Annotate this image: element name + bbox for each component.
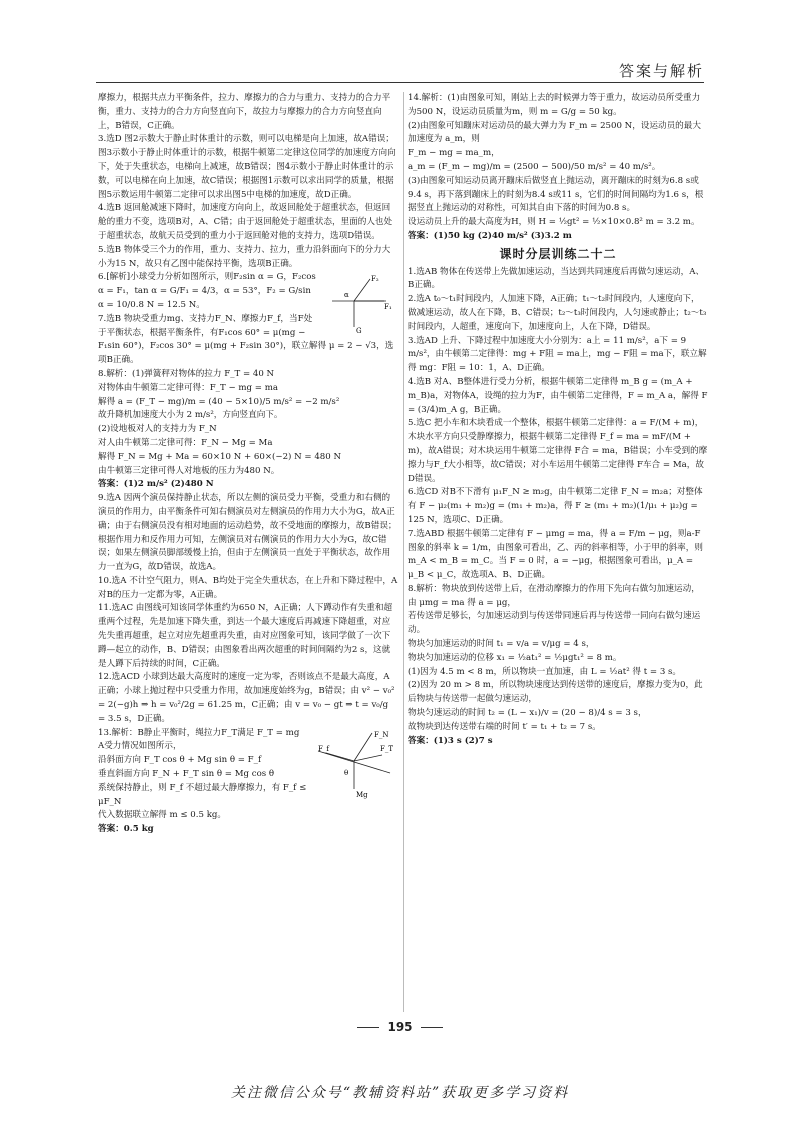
answer-item: 4.选B 对A、B整体进行受力分析，根据牛顿第二定律得 m_B g = (m_A + m_B)a，对物体A，设绳的拉力为F，由牛顿第二定律得，F = m_A a，解得 F = (3/4)m_A g，B正确。 (408, 376, 708, 415)
answer-line: (2)设地板对人的支持力为 F_N (98, 424, 217, 435)
header-title: 答案与解析 (618, 62, 704, 80)
column-divider (403, 92, 404, 1012)
answer-line: F_m − mg = ma_m， (408, 148, 500, 159)
left-column (98, 92, 398, 1012)
label-theta: θ (344, 768, 349, 777)
answer-final: 答案：(1)3 s (2)7 s (408, 735, 493, 746)
answer-item: 摩擦力，根据共点力平衡条件，拉力、摩擦力的合力与重力、支持力的合力平衡，重力、支持力的合力方向竖直向下，故拉力与摩擦力的合力方向竖直向上，B错误，C正确。 (98, 93, 391, 131)
answer-item: 9.选A 因两个演员保持静止状态，所以左侧的演员受力平衡，受重力和右侧的演员的作用力，由平衡条件可知右侧演员对左侧演员的作用力大小为G，故A正确；由于右侧演员没有相对地面的运动趋势，故不受地面的摩擦力，故B错误；根据作用力和反作用力可知，左侧演员对右侧演员的作用力大小为G，故C错误；如果左侧演员脚部缓慢上抬，但由于左侧演员一直处于平衡状态，故作用力一直为G，故D错误，故选A。 (98, 493, 397, 573)
page-number (0, 1020, 800, 1034)
section-title: 课时分层训练二十二 (499, 246, 617, 261)
label-ff: F_f (318, 744, 329, 753)
answer-item: 4.选B 返回舱减速下降时，加速度方向向上，故返回舱处于超重状态，但返回舱的重力不变，选项B对，A、C错；由于返回舱处于超重状态，里面的人也处于超重状态，故航天员受到的重力小于返回舱对他的支持力，选项D错误。 (98, 203, 393, 241)
footer-note: 关注微信公众号“教辅资料站”获取更多学习资料 (230, 1085, 570, 1101)
label-f2: F₂ (371, 275, 379, 284)
answer-item: 7.选ABD 根据牛顿第二定律有 F − μmg = ma，得 a = F/m − μg，则a-F图象的斜率 k = 1/m，由图象可看出，乙、丙的斜率相等，小于甲的斜率，则 m_A < m_B = m_C。当 F = 0 时，a = −μg，根据图象可看出，μ_A = μ_B < μ_C，故选项A、B、D正确。 (408, 528, 703, 581)
right-column (408, 92, 708, 1012)
answer-line: 垂直斜面方向 F_N + F_T sin θ = Mg cos θ (98, 769, 275, 780)
answer-item: 10.选A 不计空气阻力，则A、B均处于完全失重状态，在上升和下降过程中，A对B的压力一定都为零，A正确。 (98, 575, 398, 600)
answer-line: (3)由图象可知运动员离开蹦床后做竖直上抛运动，离开蹦床的时刻为6.8 s或9.4 s，再下落到蹦床上的时刻为8.4 s或11 s，它们的时间间隔均为1.6 s，根据竖直上抛运动的对称性，可知其自由下落的时间为0.8 s。 (408, 175, 704, 214)
answer-line: 对人由牛顿第二定律可得：F_N − Mg = Ma (98, 437, 273, 448)
answer-line: A受力情况如图所示， (98, 741, 182, 752)
answer-line: 物块匀速运动的时间 t₂ = (L − x₁)/v = (20 − 8)/4 s = 3 s， (408, 708, 647, 719)
answer-item: 8.解析：物块放到传送带上后，在滑动摩擦力的作用下先向右做匀加速运动，由 μmg = ma 得 a = μg， (408, 583, 700, 608)
answer-item-13 (98, 727, 398, 837)
answer-final: 答案：0.5 kg (98, 824, 154, 835)
answer-item: 2.选A t₀～t₁时间段内，人加速下降，A正确；t₁～t₂时间段内，人速度向下，做减速运动，故人在下降，B、C错误；t₂～t₃时间段内，人匀速或静止；t₂～t₃时间段内，人超重，速度向下，加速度向上，人在下降，D错误。 (408, 294, 707, 332)
answer-item: 11.选AC 由图线可知该同学体重约为650 N，A正确；人下蹲动作有失重和超重两个过程，先是加速下降失重，到达一个最大速度后再减速下降超重，对应先失重再超重，起立对应先超重再失重，由对应图象可知，该同学做了一次下蹲—起立的动作，B、D错误；由图象看出两次超重的时间间隔约为2 s，这就是人蹲下后持续的时间，C正确。 (98, 603, 393, 669)
answer-line: 物块匀加速运动的时间 t₁ = v/a = v/μg = 4 s， (408, 639, 595, 650)
answer-item: 5.选C 把小车和木块看成一个整体，根据牛顿第二定律得：a = F/(M + m)，木块水平方向只受静摩擦力，根据牛顿第二定律得 F_f = ma = mF/(M + m)，故A错误；对木块运用牛顿第二定律得 F合 = ma，B错误；小车受到的摩擦力与F_f大小相等，故C错误；对小车运用牛顿第二定律得 F车合 = Ma，故D错误。 (408, 418, 708, 484)
answer-line: 代入数据联立解得 m ≤ 0.5 kg。 (98, 810, 226, 821)
answer-line: 由牛顿第三定律可得人对地板的压力为480 N。 (98, 465, 280, 476)
answer-line: 物块匀加速运动的位移 x₁ = ½at₁² = ½μgt₁² = 8 m。 (408, 652, 622, 663)
answer-line: 对物体由牛顿第二定律可得：F_T − mg = ma (98, 382, 278, 393)
page-number-dash-right (421, 1027, 443, 1028)
answer-text: 6.[解析]小球受力分析如图所示，则F₂sin α = G，F₂cos α = F₁，tan α = G/F₁ = 4/3，α = 53°，F₂ = G/sin α = 10/0.8 N = 12.5 N。 (98, 272, 316, 310)
answer-item: 12.选ACD 小球到达最大高度时的速度一定为零，否则该点不是最大高度，A正确；小球上抛过程中只受重力作用，故加速度始终为g，B错误；由 v² − v₀² = 2(−g)h ⇒ h = v₀²/2g = 61.25 m，C正确；由 v = v₀ − gt ⇒ t = v₀/g = 3.5 s，D正确。 (98, 672, 395, 724)
answer-line: 设运动员上升的最大高度为H，则 H = ½gt² = ½×10×0.8² m = 3.2 m。 (408, 217, 700, 228)
label-alpha: α (344, 291, 349, 300)
answer-line: 解得 a = (F_T − mg)/m = (40 − 5×10)/5 m/s² = −2 m/s² (98, 396, 340, 407)
answer-item: 3.选AD 上升、下降过程中加速度大小分别为：a上 = 11 m/s²，a下 = 9 m/s²，由牛顿第二定律得：mg + F阻 = ma上，mg − F阻 = ma下，联立解得 mg：F阻 = 10：1，A、D正确。 (408, 335, 707, 374)
label-g: G (356, 327, 362, 336)
answer-item: 3.选D 图2示数大于静止时体重计的示数，则可以电梯是向上加速，故A错误；图3示数小于静止时体重计的示数，根据牛顿第二定律这位同学的加速度方向向下，处于失重状态，电梯向上减速，故B错误；图4示数小于静止时体重计的示数，可以电梯在向上加速，故C错误；根据图1示数可以求出同学的质量，根据图5示数运用牛顿第二定律可以求出图5中电梯的加速度，故D正确。 (98, 134, 396, 200)
answer-line: (1)因为 4.5 m < 8 m，所以物块一直加速，由 L = ½at² 得 t = 3 s。 (408, 666, 682, 677)
page-header (96, 58, 704, 83)
answer-item: 7.选B 物块受重力mg、支持力F_N、摩擦力F_f，当F处于平衡状态，根据平衡条件，有F₁cos 60° = μ(mg − F₁sin 60°)，F₂cos 30° = μ(mg + F₂sin 30°)，联立解得 μ = 2 − √3，选项B正确。 (98, 313, 394, 366)
answer-item: 6.选CD 对B不下滑有 μ₁F_N ≥ m₂g，由牛顿第二定律 F_N = m₂a；对整体有 F − μ₂(m₁ + m₂)g = (m₁ + m₂)a，得 F ≥ (m₁ + m₂)(1/μ₁ + μ₂)g = 125 N，选项C、D正确。 (408, 487, 703, 525)
answer-line: 故升降机加速度大小为 2 m/s²，方向竖直向下。 (98, 410, 283, 421)
answer-line: 解得 F_N = Mg + Ma = 60×10 N + 60×(−2) N = 480 N (98, 451, 341, 462)
answer-line: 沿斜面方向 F_T cos θ + Mg sin θ = F_f (98, 755, 262, 766)
answer-text: 13.解析：B静止平衡时，绳拉力F_T满足 F_T = mg (98, 727, 300, 738)
page-number-dash-left (357, 1027, 379, 1028)
answer-line: 故物块到达传送带右端的时间 t′ = t₁ + t₂ = 7 s。 (408, 721, 601, 732)
answer-item: 8.解析：(1)弹簧秤对物体的拉力 F_T = 40 N (98, 368, 275, 379)
label-f1: F₁ (384, 303, 392, 312)
label-ft: F_T (380, 744, 394, 753)
answer-final: 答案：(1)50 kg (2)40 m/s² (3)3.2 m (408, 230, 572, 241)
answer-line: 若传送带足够长，匀加速运动到与传送带同速后再与传送带一同向右做匀速运动。 (408, 611, 701, 636)
answer-item: 5.选B 物体受三个力的作用，重力、支持力、拉力，重力沿斜面向下的分力大小为15 N，故只有乙图中能保持平衡，选项B正确。 (98, 244, 391, 269)
force-diagram-13 (314, 729, 394, 799)
answer-final: 答案：(1)2 m/s² (2)480 N (98, 479, 214, 490)
label-mg: Mg (356, 790, 368, 799)
page-number-text: 195 (387, 1020, 413, 1034)
answer-item: 14.解析：(1)由图象可知，刚站上去的时候弹力等于重力，故运动员所受重力为500 N，设运动员质量为m，则 m = G/g = 50 kg。 (408, 93, 701, 117)
answer-line: (2)因为 20 m > 8 m，所以物块速度达到传送带的速度后，摩擦力变为0，此后物块与传送带一起做匀速运动， (408, 680, 703, 705)
label-fn: F_N (374, 730, 389, 739)
answer-line: a_m = (F_m − mg)/m = (2500 − 500)/50 m/s² = 40 m/s²。 (408, 161, 661, 172)
answer-line: 系统保持静止，则 F_f 不超过最大静摩擦力，有 F_f ≤ μF_N (98, 782, 307, 807)
answer-line: (2)由图象可知蹦床对运动员的最大弹力为 F_m = 2500 N，设运动员的最大加速度为 a_m，则 (408, 120, 701, 145)
answer-item-6 (98, 271, 398, 336)
answer-item: 1.选AB 物体在传送带上先做加速运动，当达到共同速度后再做匀速运动，A、B正确。 (408, 266, 705, 291)
force-diagram-6 (324, 273, 394, 335)
